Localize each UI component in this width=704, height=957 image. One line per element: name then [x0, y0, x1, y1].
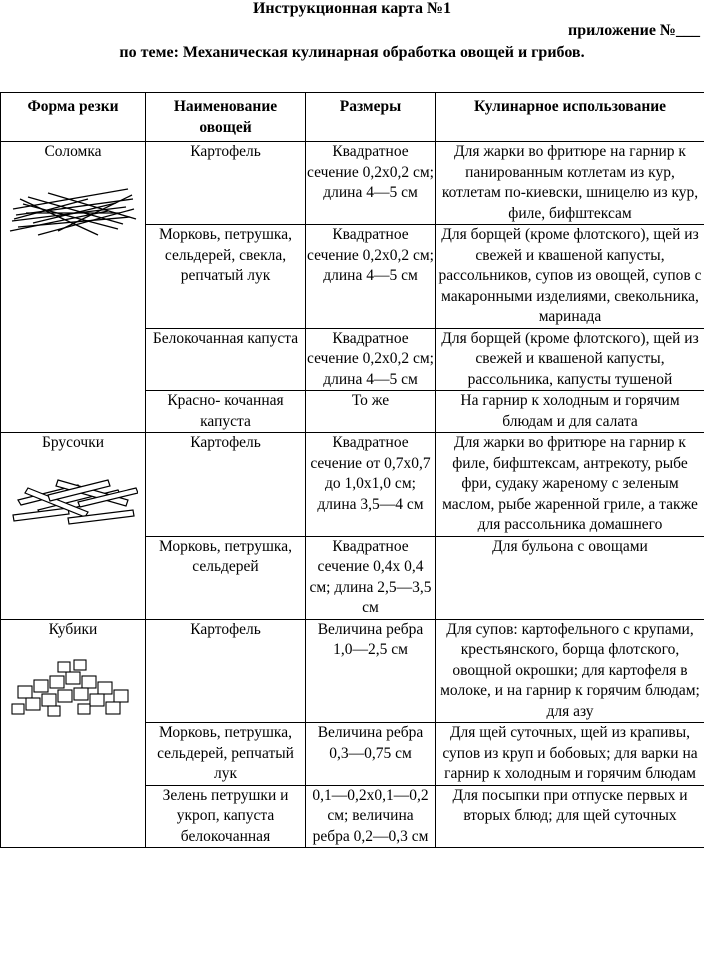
usage-cell: Для борщей (кроме флотского), щей из свежей и квашеной капусты, рассольника, капусты тушеной [436, 328, 704, 391]
table-row [1, 433, 704, 537]
size-cell: Квадратное сечение 0,2х0,2 см; длина 4—5 см [306, 328, 436, 391]
cut-cell [1, 433, 146, 620]
column-header: Размеры [306, 93, 436, 142]
size-cell: Величина ребра 0,3—0,75 см [306, 723, 436, 786]
instruction-table [0, 92, 704, 848]
cut-label: Кубики [48, 620, 98, 638]
appendix-label: приложение №___ [567, 22, 700, 39]
vegetable-cell: Красно- кочанная капуста [146, 391, 306, 433]
cubes-cut-illustration-icon [8, 646, 138, 721]
size-cell: Квадратное сечение 0,2х0,2 см; длина 4—5 см [306, 142, 436, 225]
usage-cell: Для борщей (кроме флотского), щей из свежей и квашеной капусты, рассольников, супов из овощей, супов с макаронными изделиями, свекольника, маринада [436, 225, 704, 329]
size-cell: То же [306, 391, 436, 433]
vegetable-cell: Зелень петрушки и укроп, капуста белокочанная [146, 785, 306, 848]
straw-cut-illustration-icon [8, 169, 138, 249]
vegetable-cell: Белокочанная капуста [146, 328, 306, 391]
vegetable-cell: Картофель [146, 142, 306, 225]
usage-cell: Для щей суточных, щей из крапивы, супов из круп и бобовых; для варки на гарнир к холодным и горячим блюдам [436, 723, 704, 786]
column-header: Форма резки [1, 93, 146, 142]
vegetable-cell: Морковь, петрушка, сельдерей, репчатый лук [146, 723, 306, 786]
usage-cell: Для бульона с овощами [436, 536, 704, 619]
cut-cell [1, 142, 146, 433]
size-cell: Величина ребра 1,0—2,5 см [306, 619, 436, 723]
table-row [1, 142, 704, 225]
sticks-cut-illustration-icon [8, 460, 138, 530]
vegetable-cell: Картофель [146, 619, 306, 723]
page-title: Инструкционная карта №1 [252, 0, 452, 17]
usage-cell: Для жарки во фритюре на гарнир к филе, бифштексам, антрекоту, рыбе фри, судаку жареному с зеленым маслом, рыбе жаренной гриле, а также для рассольника домашнего [436, 433, 704, 537]
size-cell: Квадратное сечение 0,4х 0,4 см; длина 2,5—3,5 см [306, 536, 436, 619]
subject-heading: по теме: Механическая кулинарная обработка овощей и грибов. [119, 44, 585, 61]
size-cell: 0,1—0,2х0,1—0,2 см; величина ребра 0,2—0,3 см [306, 785, 436, 848]
vegetable-cell: Морковь, петрушка, сельдерей [146, 536, 306, 619]
table-row [1, 619, 704, 723]
table-header-row [1, 93, 704, 142]
cut-cell [1, 619, 146, 848]
size-cell: Квадратное сечение 0,2х0,2 см; длина 4—5 см [306, 225, 436, 329]
vegetable-cell: Морковь, петрушка, сельдерей, свекла, репчатый лук [146, 225, 306, 329]
usage-cell: Для супов: картофельного с крупами, крестьянского, борща флотского, овощной окрошки; для картофеля в молоке, и на гарнир к горячим блюдам; для азу [436, 619, 704, 723]
size-cell: Квадратное сечение от 0,7х0,7 до 1,0х1,0 см; длина 3,5—4 см [306, 433, 436, 537]
usage-cell: Для посыпки при отпуске первых и вторых блюд; для щей суточных [436, 785, 704, 848]
cut-label: Соломка [44, 143, 102, 160]
usage-cell: Для жарки во фритюре на гарнир к панированным котлетам из кур, котлетам по-киевски, шницелю из кур, филе, бифштексам [436, 142, 704, 225]
column-header: Кулинарное использование [436, 93, 704, 142]
cut-label: Брусочки [41, 434, 105, 451]
column-header: Наименование овощей [146, 93, 306, 142]
vegetable-cell: Картофель [146, 433, 306, 537]
usage-cell: На гарнир к холодным и горячим блюдам и для салата [436, 391, 704, 433]
